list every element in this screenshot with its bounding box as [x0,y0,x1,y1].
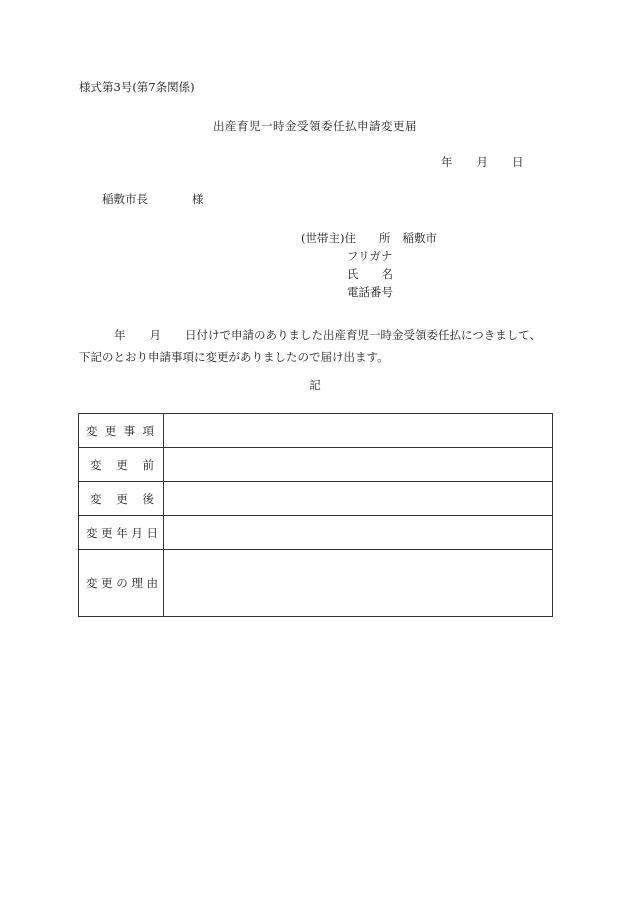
label-after-change: 変更後 [90,491,154,506]
table-row [79,550,553,617]
table-row [79,448,553,482]
ki-heading: 記 [309,378,321,392]
furigana-label: フリガナ [347,249,393,263]
body-line-1-rest: 日付けで申請のありました出産育児一時金受領委任払につきまして、 [185,328,542,342]
row-label-cell [79,448,164,482]
date-day-label: 日 [512,155,524,169]
applicant-name-row [347,269,393,281]
after-change-field[interactable] [164,482,553,516]
label-change-date: 変更年月日 [86,525,158,540]
address-value: 稲敷市 [402,231,437,245]
date-year-label: 年 [441,155,453,169]
phone-label: 電話番号 [347,285,393,299]
row-label-cell [79,414,164,448]
form-number: 様式第3号(第7条関係) [79,80,195,94]
label-before-change: 変更前 [90,457,154,472]
change-reason-field[interactable] [164,550,553,617]
change-details-table [78,413,553,617]
before-change-field[interactable] [164,448,553,482]
submission-date [441,157,524,169]
applicant-address-row [301,233,437,245]
body-line-2: 下記のとおり申請事項に変更がありましたので届け出ます。 [79,350,389,364]
table-row [79,414,553,448]
table-row [79,516,553,550]
addressee-honorific: 様 [192,192,204,206]
row-label-cell [79,550,164,617]
label-change-item: 変更事項 [86,423,154,438]
body-paragraph [79,324,559,368]
name-label: 氏 名 [347,267,393,281]
body-year-label: 年 [114,328,126,342]
document-title: 出産育児一時金受領委任払申請変更届 [213,119,417,133]
body-line-1 [79,324,559,346]
addressee [102,194,204,206]
change-item-field[interactable] [164,414,553,448]
row-label-cell [79,516,164,550]
address-label: 住 所 [344,231,391,245]
table-row [79,482,553,516]
label-change-reason: 変更の理由 [86,576,158,590]
householder-label: (世帯主) [301,231,345,245]
change-date-field[interactable] [164,516,553,550]
addressee-name: 稲敷市長 [102,192,148,206]
row-label-cell [79,482,164,516]
body-month-label: 月 [149,328,161,342]
date-month-label: 月 [476,155,488,169]
